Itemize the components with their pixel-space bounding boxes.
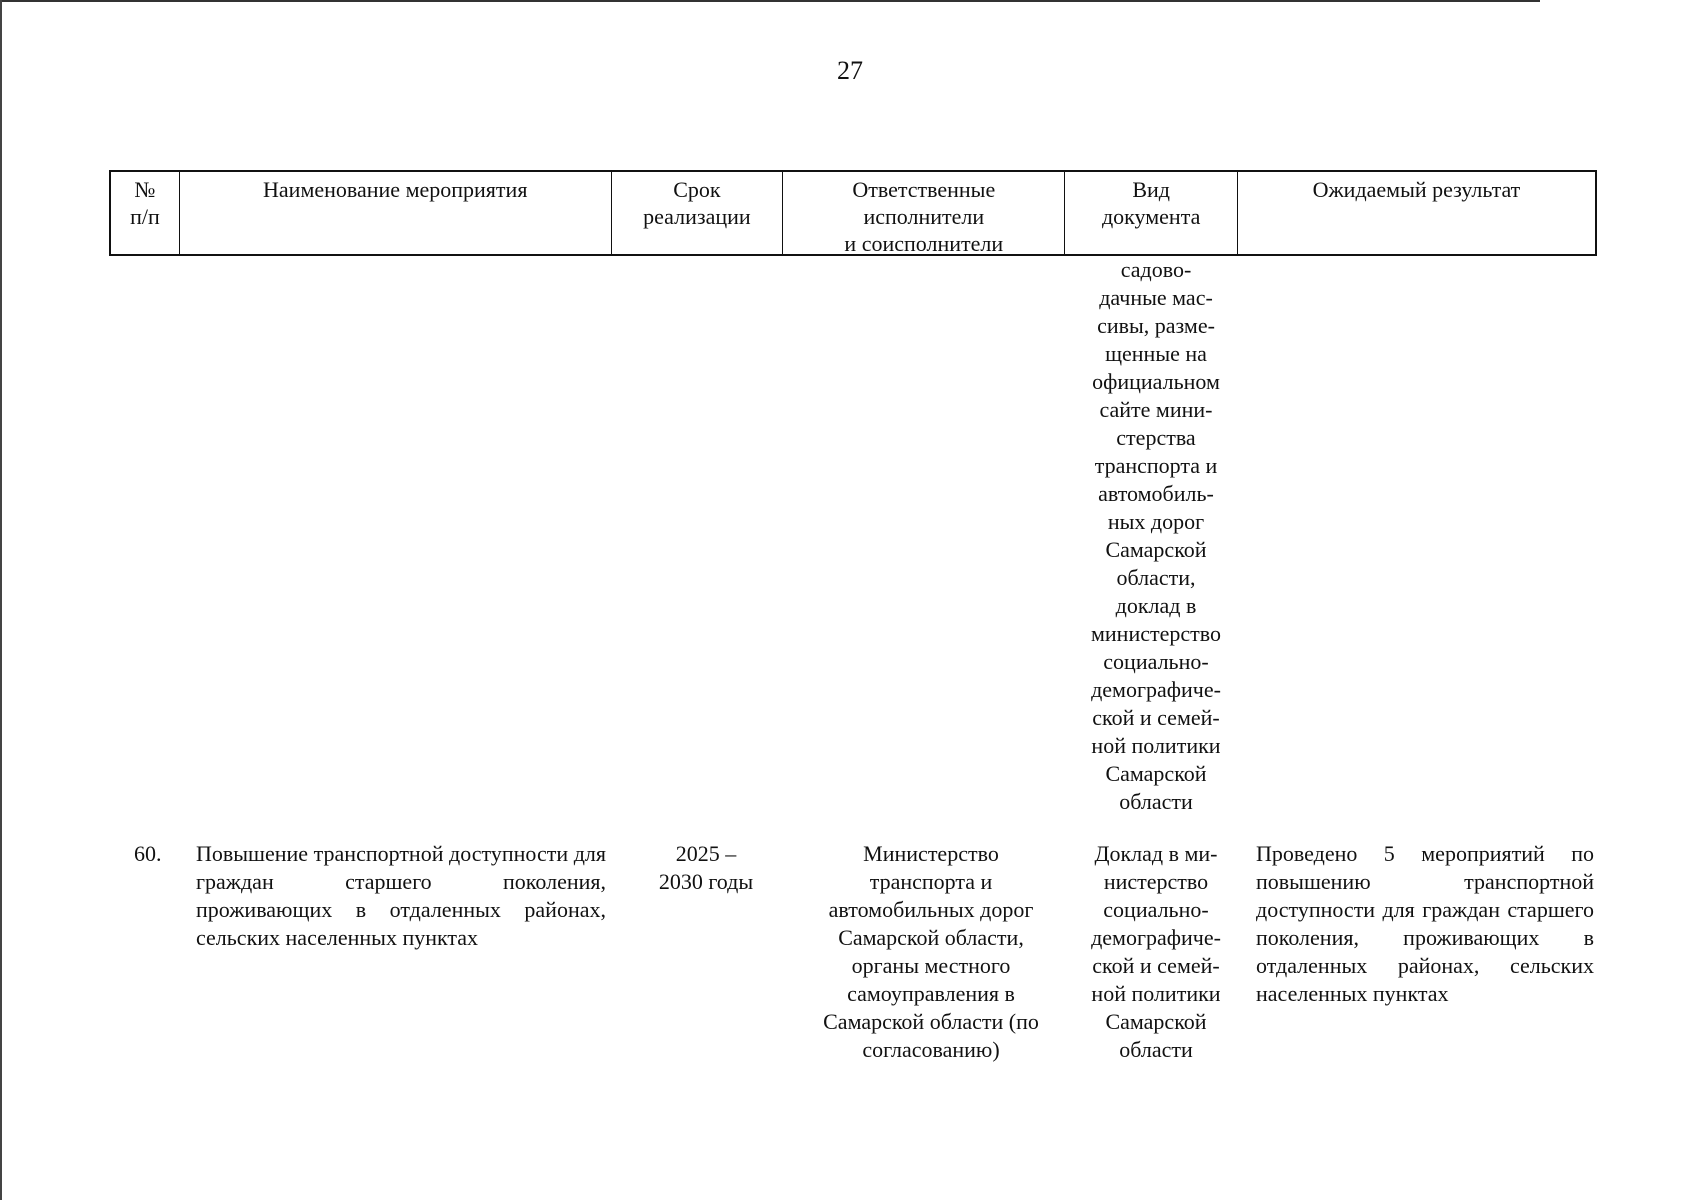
header-col-executors: Ответственные исполнители и соисполнители [783, 172, 1065, 254]
row-name: Повышение транспортной доступности для граждан старшего поколения, проживающих в отдаленных районах, сельских населенных пунктах [196, 841, 606, 950]
row-result: Проведено 5 мероприятий по повышению транспортной доступности для граждан старшего поколения, проживающих в отдаленных районах, сельских населенных пунктах [1256, 841, 1594, 1006]
page-number: 27 [837, 56, 863, 85]
header-col-result: Ожидаемый результат [1312, 177, 1521, 202]
scan-edge-top [0, 0, 1540, 2]
header-col-term: Срок реализации [612, 172, 784, 254]
row-executors: Министерство транспорта и автомобильных дорог Самарской области, органы местного самоуправления в Самарской области (по согласованию) [823, 841, 1039, 1062]
header-col-name: Наименование мероприятия [180, 172, 612, 254]
continued-doc-type: садово- дачные мас- сивы, разме- щенные на официальном сайте мини- стерства транспорта и автомобиль- ных дорог Самарской области, доклад в министерство социально- демографиче- ской и семей- ной политики Самарской области [1090, 257, 1221, 814]
header-col-number: № п/п [111, 172, 180, 254]
row-term: 2025 – 2030 годы [658, 841, 754, 894]
scan-edge-left [0, 0, 2, 1200]
table-header [109, 170, 1597, 256]
header-col-doc-type: Вид документа [1065, 172, 1238, 254]
row-number: 60. [134, 841, 162, 866]
row-doc-type: Доклад в ми- нистерство социально- демографиче- ской и семей- ной политики Самарской области [1091, 841, 1221, 1062]
